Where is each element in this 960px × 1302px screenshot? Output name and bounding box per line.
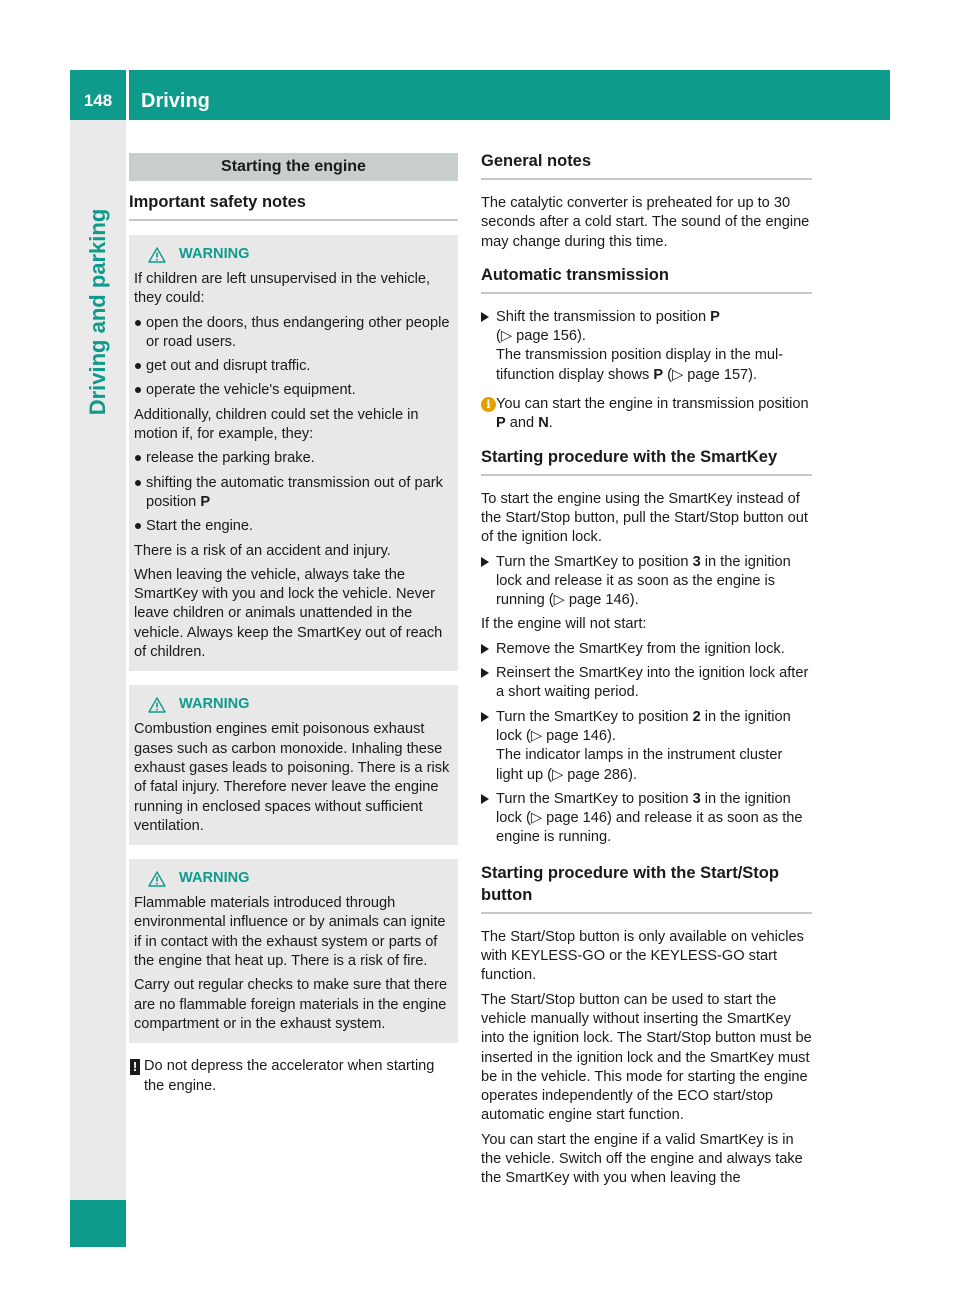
left-column: [129, 150, 458, 1096]
list-item: release the parking brake.: [134, 449, 453, 468]
warning-title: WARNING: [148, 695, 453, 714]
warning-text: Additionally, children could set the vehicle in motion if, for example, they:: [134, 406, 419, 443]
caution-note: [129, 1057, 458, 1096]
heading-general-notes: General notes: [481, 150, 812, 180]
body-text: If the engine will not start:: [481, 616, 647, 633]
heading-start-stop: Starting procedure with the Start/Stop button: [481, 862, 812, 914]
side-tab-marker: [70, 1200, 126, 1247]
step-arrow-icon: [481, 712, 489, 722]
chapter-title: Driving: [141, 90, 210, 112]
step-item: Turn the SmartKey to position 3 in the ignition lock and release it as soon as the engine is running (▷ page 146).: [481, 553, 812, 611]
bullet-list: [134, 449, 453, 536]
step-item: Reinsert the SmartKey into the ignition lock after a short waiting period.: [481, 664, 812, 703]
header-divider: [126, 70, 129, 120]
step-item: Remove the SmartKey from the ignition lock.: [481, 640, 812, 659]
body-text: The Start/Stop button can be used to start the vehicle manually without inserting the SmartKey into the ignition lock. The Start/Stop button must be inserted in the ignition lock and the SmartKey must be in the vehicle. This mode for starting the engine operates independently of the ECO start/stop automatic engine start function.: [481, 991, 812, 1124]
heading-automatic-transmission: Automatic transmission: [481, 264, 812, 294]
warning-triangle-icon: [148, 247, 166, 263]
list-item: shifting the automatic transmission out of park position P: [134, 474, 453, 513]
list-item: open the doors, thus endangering other people or road users.: [134, 314, 453, 353]
body-text: You can start the engine if a valid SmartKey is in the vehicle. Switch off the engine and always take the SmartKey with you when leaving the: [481, 1131, 803, 1187]
body-text: The catalytic converter is preheated for up to 30 seconds after a cold start. The sound of the engine may change during this time.: [481, 195, 810, 250]
info-icon: i: [481, 397, 496, 412]
warning-text: If children are left unsupervised in the vehicle, they could:: [134, 271, 431, 307]
warning-box-flammable: [129, 859, 458, 1043]
list-item: get out and disrupt traffic.: [134, 357, 453, 376]
right-column: [481, 150, 812, 1194]
step-arrow-icon: [481, 644, 489, 654]
body-text: The Start/Stop button is only available on vehicles with KEYLESS-GO or the KEYLESS-GO start function.: [481, 928, 804, 984]
info-note: i You can start the engine in transmission position P and N.: [481, 395, 812, 434]
step-arrow-icon: [481, 668, 489, 678]
warning-title: WARNING: [148, 869, 453, 888]
warning-box-children: [129, 235, 458, 671]
heading-smartkey: Starting procedure with the SmartKey: [481, 446, 812, 476]
step-item: Turn the SmartKey to position 3 in the ignition lock (▷ page 146) and release it as soon as the engine is running.: [481, 790, 812, 848]
step-arrow-icon: [481, 794, 489, 804]
warning-triangle-icon: [148, 697, 166, 713]
bullet-list: [134, 314, 453, 401]
list-item: Start the engine.: [134, 517, 453, 536]
warning-triangle-icon: [148, 871, 166, 887]
page-number: 148: [83, 91, 113, 110]
step-arrow-icon: [481, 312, 489, 322]
caution-icon: !: [130, 1059, 140, 1075]
warning-box-exhaust: [129, 685, 458, 845]
body-text: To start the engine using the SmartKey instead of the Start/Stop button, pull the Start/Stop button out of the ignition lock.: [481, 490, 808, 546]
step-arrow-icon: [481, 557, 489, 567]
step-item: Shift the transmission to position P (▷ page 156). The transmission position display in the multifunction display shows P (▷ page 157).: [481, 308, 812, 385]
list-item: operate the vehicle's equipment.: [134, 381, 453, 400]
side-tab-label: Driving and parking: [85, 208, 110, 416]
subheading-safety-notes: Important safety notes: [129, 191, 458, 221]
caution-text: Do not depress the accelerator when starting the engine.: [144, 1058, 435, 1094]
warning-title: WARNING: [148, 245, 453, 264]
warning-text: Carry out regular checks to make sure that there are no flammable foreign materials in the engine compartment or in the exhaust system.: [134, 977, 448, 1032]
section-heading: Starting the engine: [129, 153, 458, 181]
warning-text: There is a risk of an accident and injury.: [134, 542, 391, 559]
step-item: Turn the SmartKey to position 2 in the ignition lock (▷ page 146). The indicator lamps in the instrument cluster light up (▷ page 286).: [481, 708, 812, 785]
warning-text: Flammable materials introduced through environmental influence or by animals can ignite if in contact with the exhaust system or parts of the engine that heat up. There is a risk of fire.: [134, 895, 446, 970]
warning-text: When leaving the vehicle, always take the SmartKey with you and lock the vehicle. Never leave children or animals unattended in the vehicle. Always keep the SmartKey out of reach of children.: [134, 566, 443, 661]
warning-text: Combustion engines emit poisonous exhaust gases such as carbon monoxide. Inhaling these exhaust gases leads to poisoning. There is a risk of fatal injury. Therefore never leave the engine running in enclosed spaces without sufficient ventilation.: [134, 721, 450, 834]
